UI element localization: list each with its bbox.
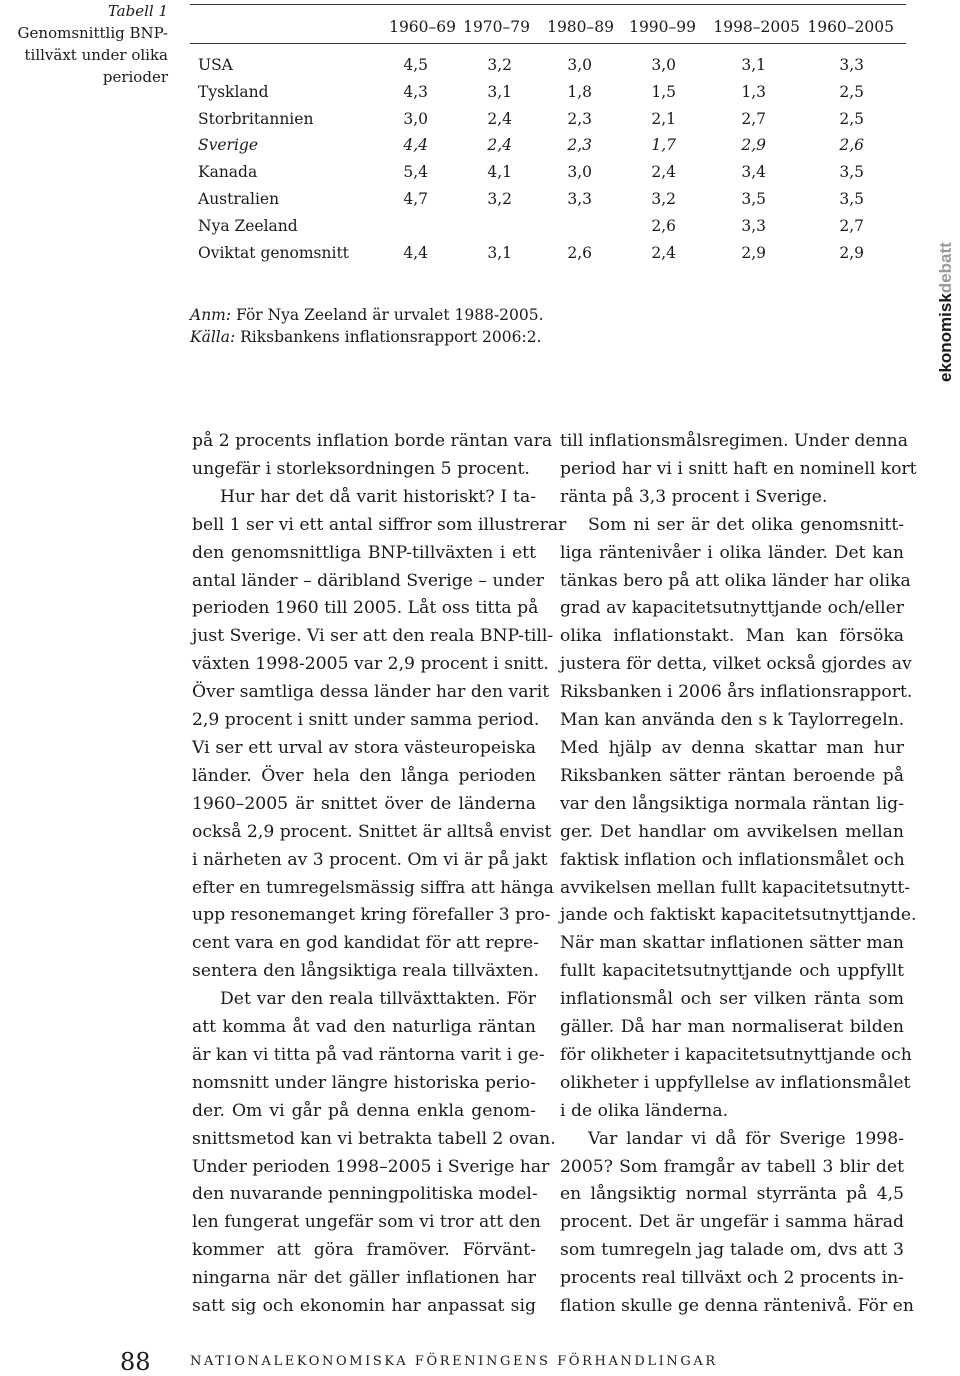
table-cell: 2,6: [567, 243, 592, 262]
table-cell: 1,5: [651, 82, 676, 101]
table-cell: 3,0: [403, 109, 428, 128]
brand-word-ekonomisk: ekonomisk: [936, 293, 955, 382]
table-cell: 3,2: [487, 189, 512, 208]
body-text-line: liga räntenivåer i olika länder. Det kan: [560, 542, 904, 563]
body-text-line: bell 1 ser vi ett antal siffror som illustrerar: [192, 514, 567, 535]
table-cell: 4,4: [403, 243, 428, 262]
table-cell: 3,0: [567, 56, 592, 74]
body-text-line: När man skattar inflationen sätter man: [560, 933, 904, 954]
body-text-line: faktisk inflation och inflationsmålet och: [560, 849, 905, 870]
row-country: USA: [198, 56, 233, 74]
body-text-line: till inflationsmålsregimen. Under denna: [560, 431, 908, 451]
table-row: [190, 110, 906, 137]
table-cell: 1,3: [741, 82, 766, 101]
body-text-line: len fungerat ungefär som vi tror att den: [192, 1212, 541, 1233]
body-text-line: Hur har det då varit historiskt? I ta-: [220, 486, 536, 507]
body-text-line: procent. Det är ungefär i samma härad: [560, 1212, 904, 1233]
table-cell: 3,3: [567, 189, 592, 208]
body-text-line: växten 1998-2005 var 2,9 procent i snitt.: [192, 654, 549, 675]
body-text-line: nomsnitt under längre historiska perio-: [192, 1072, 536, 1093]
column-header: 1970–79: [463, 18, 530, 36]
row-country: Kanada: [198, 163, 258, 182]
table-cell: 5,4: [403, 163, 428, 182]
source-label: Källa:: [190, 328, 236, 346]
body-text-line: Riksbanken i 2006 års inflationsrapport.: [560, 682, 913, 703]
table-cell: 2,4: [651, 163, 676, 182]
body-text-line: upp resonemanget kring förefaller 3 pro-: [192, 905, 551, 926]
body-text-line: der. Om vi går på denna enkla genom-: [192, 1100, 536, 1121]
body-text-line: 2005? Som framgår av tabell 3 blir det: [560, 1156, 904, 1177]
table-cell: 3,3: [839, 56, 864, 74]
table-cell: 4,4: [403, 136, 428, 155]
body-text-line: period har vi i snitt haft en nominell kort: [560, 458, 917, 479]
body-text-line: perioden 1960 till 2005. Låt oss titta på: [192, 598, 539, 619]
table-cell: 4,5: [403, 56, 428, 74]
body-text-line: den genomsnittliga BNP-tillväxten i ett: [192, 542, 536, 563]
body-text-line: sentera den långsiktiga reala tillväxten.: [192, 961, 539, 982]
body-text-line: också 2,9 procent. Snittet är alltså envist: [192, 821, 552, 842]
note-text: För Nya Zeeland är urvalet 1988-2005.: [231, 306, 544, 324]
body-text-line: gäller. Då har man normaliserat bilden: [560, 1017, 904, 1038]
body-text-line: för olikheter i kapacitetsutnyttjande och: [560, 1044, 912, 1065]
body-text-line: att komma åt vad den naturliga räntan: [192, 1017, 536, 1038]
table-note: [190, 304, 544, 326]
column-header: 1960–69: [389, 18, 456, 36]
table-cell: 1,8: [567, 82, 592, 101]
row-country: Nya Zeeland: [198, 216, 298, 235]
table-title: Genomsnittlig BNP-tillväxt under olika perioder: [17, 24, 168, 86]
table-row: [190, 217, 906, 244]
brand-logo: [935, 222, 955, 382]
column-header: 1998–2005: [713, 18, 800, 36]
page-number: 88: [120, 1348, 151, 1376]
svg-text:ekonomiskdebatt: [936, 242, 955, 382]
table-row: [190, 136, 906, 163]
table-cell: 3,2: [651, 189, 676, 208]
table-cell: 2,7: [741, 109, 766, 128]
source-text: Riksbankens inflationsrapport 2006:2.: [235, 328, 542, 346]
body-text-line: efter en tumregelsmässig siffra att hänga: [192, 877, 554, 898]
body-text-line: Över samtliga dessa länder har den varit: [192, 682, 550, 703]
table-cell: 2,4: [487, 109, 512, 128]
body-text-line: Med hjälp av denna skattar man hur: [560, 737, 904, 758]
table-cell: 4,7: [403, 189, 428, 208]
gdp-growth-table: [190, 4, 906, 326]
body-text-line: var den långsiktiga normala räntan lig-: [560, 793, 904, 814]
body-text-line: länder. Över hela den långa perioden: [192, 765, 536, 786]
body-text-line: grad av kapacitetsutnyttjande och/eller: [560, 598, 904, 619]
body-text-line: kommer att göra framöver. Förvänt-: [192, 1240, 536, 1261]
body-text-line: ningarna när det gäller inflationen har: [192, 1268, 536, 1289]
table-cell: 2,4: [651, 243, 676, 262]
body-text-line: procents real tillväxt och 2 procents in-: [560, 1268, 904, 1289]
table-cell: 3,4: [741, 163, 766, 182]
body-text-line: tänkas bero på att olika länder har olika: [560, 570, 911, 591]
table-cell: 2,5: [839, 82, 864, 101]
row-country: Australien: [198, 189, 280, 208]
table-cell: 3,0: [651, 56, 676, 74]
table-cell: 2,9: [839, 243, 864, 262]
table-cell: 2,7: [839, 216, 864, 235]
table-cell: 2,4: [487, 136, 512, 155]
table-cell: 3,1: [741, 56, 766, 74]
body-text-line: satt sig och ekonomin har anpassat sig: [192, 1296, 536, 1317]
body-text-line: fullt kapacitetsutnyttjande och uppfyllt: [560, 961, 904, 982]
body-text-line: 2,9 procent i snitt under samma period.: [192, 710, 540, 731]
table-header: [190, 5, 906, 43]
body-text-line: en långsiktig normal styrränta på 4,5: [560, 1184, 904, 1205]
table-row: [190, 244, 906, 271]
table-cell: 2,3: [567, 109, 592, 128]
body-column-left: [192, 428, 567, 1321]
body-text-line: antal länder – däribland Sverige – under: [192, 570, 544, 591]
column-header: 1960–2005: [807, 18, 894, 36]
table-cell: 4,1: [487, 163, 512, 182]
table-body: [190, 44, 906, 326]
table-cell: 3,3: [741, 216, 766, 235]
table-cell: 2,1: [651, 109, 676, 128]
note-label: Anm:: [190, 306, 232, 324]
body-text-line: i de olika länderna.: [560, 1100, 729, 1121]
body-text-line: snittsmetod kan vi betrakta tabell 2 ovan.: [192, 1128, 556, 1149]
table-cell: 3,5: [839, 189, 864, 208]
journal-name: NATIONALEKONOMISKA FÖRENINGENS FÖRHANDLINGAR: [190, 1354, 718, 1369]
page-footer: [0, 1348, 960, 1376]
body-text-line: Man kan använda den s k Taylorregeln.: [560, 710, 905, 731]
table-cell: 3,0: [567, 163, 592, 182]
body-text-line: är kan vi titta på vad räntorna varit i ge-: [192, 1044, 545, 1065]
body-text-line: ger. Det handlar om avvikelsen mellan: [560, 821, 904, 842]
table-cell: 3,1: [487, 243, 512, 262]
table-cell: 3,5: [741, 189, 766, 208]
body-text-line: justera för detta, vilket också gjordes av: [560, 654, 912, 675]
table-label: Tabell 1: [107, 2, 168, 20]
body-text-line: i närheten av 3 procent. Om vi är på jakt: [192, 849, 548, 870]
table-row: [190, 56, 906, 83]
body-text-line: Under perioden 1998–2005 i Sverige har: [192, 1156, 550, 1177]
body-text-line: olika inflationstakt. Man kan försöka: [560, 626, 904, 647]
body-text-line: 1960–2005 är snittet över de länderna: [192, 793, 536, 814]
table-cell: 1,7: [651, 136, 676, 155]
row-country: Sverige: [198, 136, 259, 155]
brand-word-debatt: debatt: [936, 242, 955, 294]
body-text-line: flation skulle ge denna räntenivå. För en: [560, 1296, 914, 1317]
body-text-line: Var landar vi då för Sverige 1998-: [588, 1128, 904, 1149]
body-text-line: avvikelsen mellan fullt kapacitetsutnytt-: [560, 877, 911, 898]
table-cell: 3,2: [487, 56, 512, 74]
table-cell: 2,6: [839, 136, 864, 155]
body-text-line: på 2 procents inflation borde räntan vara: [192, 431, 553, 451]
column-header: 1980–89: [547, 18, 614, 36]
body-text-line: Det var den reala tillväxttakten. För: [220, 989, 536, 1010]
body-text-line: ungefär i storleksordningen 5 procent.: [192, 458, 530, 479]
body-text-line: olikheter i uppfyllelse av inflationsmålet: [560, 1072, 911, 1093]
table-cell: 3,5: [839, 163, 864, 182]
body-text-line: ränta på 3,3 procent i Sverige.: [560, 486, 828, 507]
table-row: [190, 163, 906, 190]
table-cell: 2,3: [567, 136, 592, 155]
table-cell: 2,9: [741, 136, 766, 155]
table-cell: 2,9: [741, 243, 766, 262]
table-row: [190, 190, 906, 217]
body-text-line: den nuvarande penningpolitiska model-: [192, 1184, 538, 1205]
table-notes: [190, 304, 544, 348]
row-country: Tyskland: [198, 82, 269, 101]
table-row: [190, 83, 906, 110]
row-country: Storbritannien: [198, 109, 314, 128]
brand-logo-svg: [935, 222, 955, 382]
table-cell: 4,3: [403, 82, 428, 101]
table-caption: [0, 0, 168, 88]
body-text-line: cent vara en god kandidat för att repre-: [192, 933, 539, 954]
table-cell: 3,1: [487, 82, 512, 101]
body-text-line: som tumregeln jag talade om, dvs att 3: [560, 1240, 904, 1261]
body-text-line: Som ni ser är det olika genomsnitt-: [588, 514, 904, 535]
table-cell: 2,5: [839, 109, 864, 128]
body-text-line: Riksbanken sätter räntan beroende på: [560, 765, 904, 786]
table-source: [190, 326, 544, 348]
column-header: 1990–99: [629, 18, 696, 36]
table-cell: 2,6: [651, 216, 676, 235]
body-text-line: Vi ser ett urval av stora västeuropeiska: [192, 737, 536, 758]
body-text-line: inflationsmål och ser vilken ränta som: [560, 989, 904, 1010]
body-column-right: [560, 428, 917, 1321]
row-country: Oviktat genomsnitt: [198, 243, 349, 262]
body-text-line: just Sverige. Vi ser att den reala BNP-till-: [192, 626, 554, 647]
body-text-line: jande och faktiskt kapacitetsutnyttjande.: [560, 905, 917, 926]
